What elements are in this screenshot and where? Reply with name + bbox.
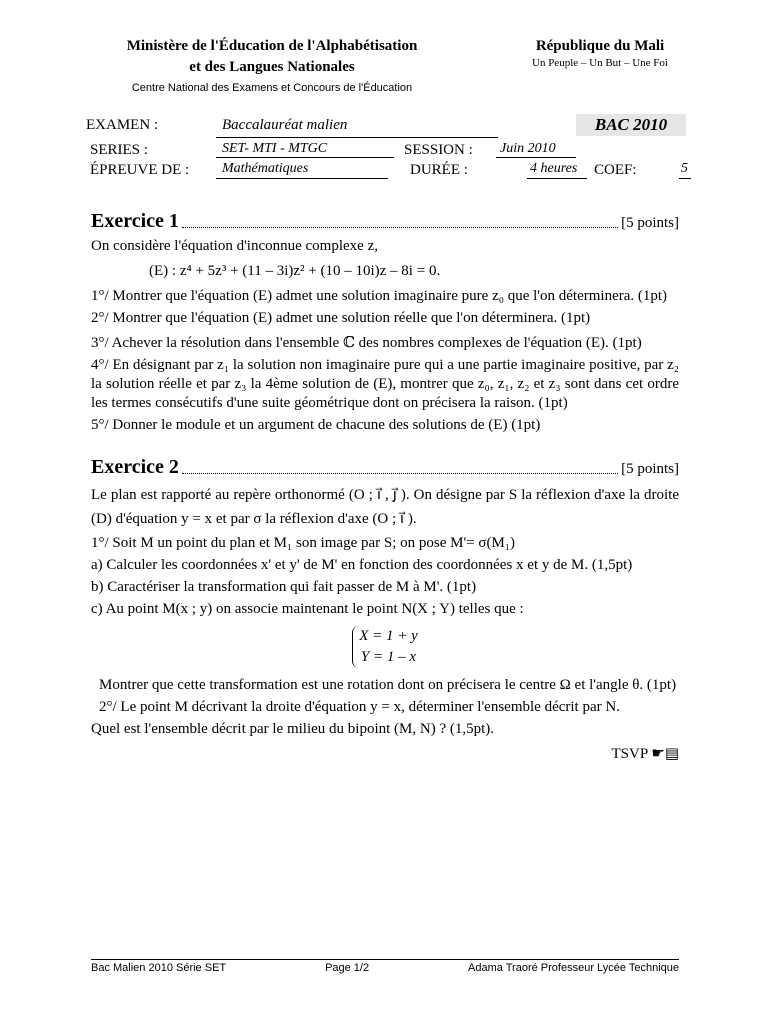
exercise1-header xyxy=(91,209,679,233)
examen-value: Baccalauréat malien xyxy=(222,117,348,133)
exercise1-q4: 4°/ En désignant par z₁ la solution non imaginaire pure qui a une partie imaginaire positive, par z₂ la solution réelle et par z₃ la 4ème solution de (E), montrer que z₀, z₁, z₂ et z₃ sont dans cet ordre les termes consécutifs d'une suite géométrique dont on précisera la raison. (1pt) xyxy=(91,357,679,411)
ministry-line1: Ministère de l'Éducation de l'Alphabétisation xyxy=(126,38,418,54)
duree-value: 4 heures xyxy=(530,161,578,176)
coef-label: COEF: xyxy=(594,162,637,178)
tsvp: TSVP ☛▤ xyxy=(611,746,679,762)
exam-center: Centre National des Examens et Concours de l'Éducation xyxy=(131,82,413,94)
series-value: SET- MTI - MTGC xyxy=(222,141,328,156)
footer-page: Page 1/2 xyxy=(325,962,370,974)
footer-left: Bac Malien 2010 Série SET xyxy=(91,962,227,974)
exercise1-q3: 3°/ Achever la résolution dans l'ensemble ℂ des nombres complexes de l'équation (E). (1pt) xyxy=(91,335,642,351)
exercise2-q3: Quel est l'ensemble décrit par le milieu du bipoint (M, N) ? (1,5pt). xyxy=(91,721,495,737)
epreuve-value: Mathématiques xyxy=(222,161,309,176)
republic-name: République du Mali xyxy=(535,38,665,54)
exercise2-qb: b) Caractériser la transformation qui fait passer de M à M'. (1pt) xyxy=(91,579,477,595)
exercise2-intro: Le plan est rapporté au repère orthonormé (O ; i⃗ , j⃗ ). On désigne par S la réflexion d'axe la droite (D) d'équation y = x et par σ la réflexion d'axe (O ; i⃗ ). xyxy=(91,487,679,527)
series-label: SERIES : xyxy=(90,142,148,158)
exercise2-q1: 1°/ Soit M un point du plan et M₁ son image par S; on pose M'= σ(M₁) xyxy=(91,535,516,551)
exercise1-q2: 2°/ Montrer que l'équation (E) admet une solution réelle que l'on déterminera. (1pt) xyxy=(91,310,591,326)
epreuve-label: ÉPREUVE DE : xyxy=(90,162,190,178)
footer-divider xyxy=(91,959,679,960)
exercise2-title: Exercice 2 xyxy=(91,456,179,478)
exercise2-qa: a) Calculer les coordonnées x' et y' de M' en fonction des coordonnées x et y de M. (1,5pt) xyxy=(91,557,633,573)
ministry-header xyxy=(62,36,482,98)
exercise1-title: Exercice 1 xyxy=(91,210,179,232)
system-line2: Y = 1 – x xyxy=(360,649,417,665)
republic-header xyxy=(505,36,695,70)
session-label: SESSION : xyxy=(404,142,473,158)
exercise2-qc2: Montrer que cette transformation est une rotation dont on précisera le centre Ω et l'angle θ. (1pt) xyxy=(99,677,677,693)
exercise1-points: [5 points] xyxy=(621,215,679,231)
coef-value: 5 xyxy=(681,161,688,176)
exercise2-header xyxy=(91,455,679,479)
republic-motto: Un Peuple – Un But – Une Foi xyxy=(532,57,668,69)
exam-content xyxy=(91,209,679,767)
duree-label: DURÉE : xyxy=(410,162,468,178)
exercise1-q5: 5°/ Donner le module et un argument de chacune des solutions de (E) (1pt) xyxy=(91,417,541,433)
exercise1-q1: 1°/ Montrer que l'équation (E) admet une solution imaginaire pure z₀ que l'on déterminera. (1pt) xyxy=(91,288,668,304)
session-value: Juin 2010 xyxy=(500,141,556,156)
bac-year-box: BAC 2010 xyxy=(576,114,686,136)
page-footer xyxy=(91,962,679,974)
exercise1-equation: (E) : z⁴ + 5z³ + (11 – 3i)z² + (10 – 10i)z – 8i = 0. xyxy=(149,263,441,279)
footer-right: Adama Traoré Professeur Lycée Technique xyxy=(468,962,679,974)
system-line1: X = 1 + y xyxy=(359,628,418,644)
exercise1-intro: On considère l'équation d'inconnue complexe z, xyxy=(91,238,378,254)
ministry-line2: et des Langues Nationales xyxy=(189,59,355,75)
exercise2-points: [5 points] xyxy=(621,461,679,477)
examen-label: EXAMEN : xyxy=(86,117,159,133)
exercise2-qc: c) Au point M(x ; y) on associe maintenant le point N(X ; Y) telles que : xyxy=(91,601,524,617)
system-equations xyxy=(91,622,679,676)
exercise2-q2: 2°/ Le point M décrivant la droite d'équation y = x, déterminer l'ensemble décrit par N. xyxy=(99,699,620,715)
